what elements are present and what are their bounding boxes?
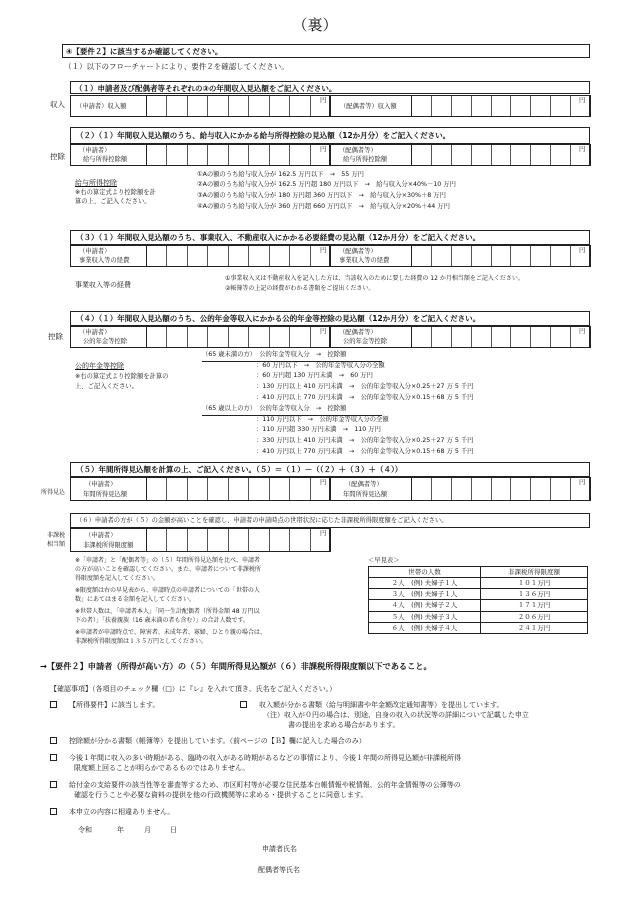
table-row	[369, 589, 588, 600]
s2-title: （２）（１）年間収入見込額のうち、給与収入にかかる給与所得控除の見込額（12か月分）をご記入ください。	[76, 131, 451, 140]
lookup-table-header-row	[369, 567, 588, 578]
s6-note-6: ※世帯人数は、「申請者本人」「同一生計配偶者（所得金額 48 万円以	[75, 608, 260, 615]
table-row	[369, 622, 588, 633]
s2-applicant-l2: 給与所得控除額	[83, 156, 128, 163]
s2-formula-3: ③Aの額のうち給与収入分が 180 万円超 360 万円以下 → 給与収入分×30%＋8 万円	[197, 192, 446, 199]
s4-over65-head: （65 歳以上の方） 公的年金等収入分 → 控除額	[202, 405, 347, 412]
confirm-header: 【確認事項】（各項目のチェック欄（□）に『レ』を入れて頂き、氏名をご記入ください。）	[50, 685, 337, 693]
sign-day: 日	[170, 826, 177, 834]
s4-over65-3: ：330 万円以上 410 万円未満 → 公的年金等収入分×0.25＋27 万 5 千円	[256, 437, 474, 444]
s5-row-label: 所得見込	[41, 489, 66, 496]
s4-under65-head: （65 歳未満の方） 公的年金等収入分 → 控除額	[202, 351, 347, 358]
s5-spouse-field[interactable]	[330, 477, 590, 501]
s2-applicant-unit: 円	[320, 146, 327, 153]
s6-note-7: 下の者）」「扶養親族（16 歳未満の者も含む）」の合計人数です。	[75, 617, 250, 624]
s3-side-label: 事業収入等の経費	[75, 281, 131, 289]
s1-spouse-field[interactable]	[330, 95, 590, 117]
s3-spouse-field[interactable]	[330, 245, 590, 267]
s2-formula-1: ①Aの額のうち給与収入分が 162.5 万円以下 → 55 万円	[197, 171, 364, 178]
applicant-name-field[interactable]	[310, 840, 570, 854]
s3-applicant-field[interactable]	[70, 245, 330, 267]
lookup-limit: ２０６万円	[481, 611, 588, 622]
lookup-household: ６人 (例) 夫婦子４人	[369, 622, 481, 633]
s2-formula-4: ④Aの額のうち給与収入分が 360 万円超 660 万円以下 → 給与収入分×20%＋44 万円	[197, 203, 450, 210]
s5-spouse-unit: 円	[579, 479, 586, 486]
spouse-name-label: 配偶者等氏名	[258, 866, 300, 874]
s2-applicant-l1: （申請者）	[79, 147, 111, 154]
requirement2-conclusion: →【要件２】申請者（所得が高い方）の（５）年間所得見込額が（６）非課税所得限度額以下であること。	[40, 661, 432, 671]
confirm-item-5	[50, 781, 461, 790]
s4-over65-1: ：110 万円以下 → 公的年金等収入分の全額	[256, 416, 389, 423]
confirm-2-text: 収入額が分かる書類（給与明細書や年金額改定通知書等）を提出しています。	[259, 701, 504, 709]
s1-title-box	[70, 81, 590, 94]
s4-title: （４）（１）年間収入見込額のうち、公的年金等収入にかかる公的年金等控除の見込額（12か月分）をご記入ください。	[76, 314, 481, 323]
lookup-limit: ２４１万円	[481, 622, 588, 633]
s5-applicant-unit: 円	[320, 479, 327, 486]
s6-title-box	[70, 513, 590, 528]
confirm-4-text-l1: 今後１年間に収入の多い時期がある、臨時の収入がある時期があるなどの事情により、今後１年間の所得見込額が非課税所得	[69, 754, 461, 762]
s3-applicant-l2: 事業収入等の経費	[79, 257, 130, 264]
table-row	[369, 578, 588, 589]
s6-row-label-l2: 相当額	[47, 541, 66, 548]
s6-applicant-l2: 非課税所得限度額	[83, 542, 134, 549]
s4-under65-3: ：130 万円以上 410 万円未満 → 公的年金等収入分×0.25＋27 万 5 千円	[256, 383, 474, 390]
s6-note-4: ※限度額は右の早見表から、申請時点の申請者についての「世帯の人	[75, 587, 260, 594]
s4-spouse-l1: （配偶者等）	[339, 329, 377, 336]
s2-spouse-l2: 給与所得控除額	[343, 156, 388, 163]
confirm-item-1	[50, 701, 159, 710]
sign-era: 令和	[78, 826, 92, 834]
s2-note-title: 給与所得控除	[75, 179, 117, 187]
confirm-5-text-l2: 確認を行うことや必要な資料の提供を他の行政機関等に求める・提供することに同意します。	[74, 791, 368, 799]
s4-applicant-l2: 公的年金等控除	[83, 338, 128, 345]
s4-under65-4: ：410 万円以上 770 万円未満 → 公的年金等収入分×0.15＋68 万 5 千円	[256, 394, 474, 401]
s6-note-2: の方が高いことを確認してください。また、申請者について非課税所	[75, 566, 261, 573]
s6-note-3: 得限度額を記入してください。	[75, 575, 160, 582]
confirm-4-checkbox[interactable]	[50, 754, 57, 761]
s6-note-8: ※申請者が申請時点で、障害者、未成年者、寡婦、ひとり親の場合は、	[75, 629, 266, 636]
s4-title-box	[70, 311, 590, 326]
lookup-limit: １０１万円	[481, 578, 588, 589]
confirm-5-text-l1: 給付金の支給要件の該当性等を審査等するため、市区町村等が必要な住民基本台帳情報や税情報、公的年金情報等の公簿等の	[69, 781, 461, 789]
s3-spouse-l1: （配偶者等）	[339, 248, 377, 255]
s2-note-l2: 算の上、ご記入ください。	[75, 198, 151, 205]
applicant-name-label: 申請者氏名	[262, 845, 297, 853]
lookup-household: ５人 (例) 夫婦子３人	[369, 611, 481, 622]
requirement2-header-box	[62, 44, 590, 58]
s3-note-2: ②帳簿等の上記の経費がわかる書類をご提出ください。	[225, 285, 375, 292]
lookup-table-caption: ＜早見表＞	[368, 557, 400, 564]
s5-spouse-l2: 年間所得見込額	[343, 491, 388, 498]
confirm-item-3	[50, 737, 366, 746]
s4-over65-4: ：410 万円以上 770 万円未満 → 公的年金等収入分×0.15＋68 万 5 千円	[256, 448, 474, 455]
s6-note-5: 数」にあてはまる金額を記入してください。	[75, 596, 196, 603]
s5-title-box	[70, 462, 590, 477]
s4-applicant-field[interactable]	[70, 326, 330, 348]
s4-under65-2: ：60 万円超 130 万円未満 → 60 万円	[256, 372, 373, 379]
confirm-2-checkbox[interactable]	[240, 701, 247, 708]
s5-applicant-l2: 年間所得見込額	[83, 491, 128, 498]
confirm-6-text: 本申立の内容に相違ありません。	[69, 808, 175, 816]
s1-applicant-field[interactable]	[70, 95, 330, 117]
s1-row-label: 収入	[50, 100, 65, 109]
s3-title: （３）（１）年間収入見込額のうち、事業収入、不動産収入にかかる必要経費の見込額（12か月分）をご記入ください。	[76, 233, 481, 242]
s6-note-9: 非課税所得限度額は１３５万円としてください。	[75, 638, 208, 645]
s2-spouse-field[interactable]	[330, 144, 590, 166]
s4-row-label: 控除	[48, 332, 63, 341]
s3-note-1: ①事業収入又は不動産収入を記入した方は、当該収入のために要した経費の 12 か月相当額をご記入ください。	[225, 275, 524, 282]
confirm-3-checkbox[interactable]	[50, 737, 57, 744]
sign-year: 年	[117, 826, 124, 834]
s2-row-label: 控除	[50, 152, 65, 161]
s6-applicant-l1: （申請者）	[85, 532, 117, 539]
s1-title: （１）申請者及び配偶者等それぞれの③の年間収入見込額をご記入ください。	[75, 84, 337, 93]
lookup-limit: １７１万円	[481, 600, 588, 611]
s5-title: （５）年間所得見込額を計算の上、ご記入ください。（５）＝（１）－（（２）＋（３）＋（４））	[76, 465, 403, 474]
s6-note-1: ※「申請者」と「配偶者等」の（５）年間所得見込額を比べ、申請者	[75, 557, 261, 564]
confirm-2-note-l1: （注）収入が０円の場合は、別途、自身の収入の状況等の詳細について記載した申立	[263, 711, 529, 719]
s4-note-title: 公的年金等控除	[75, 362, 124, 370]
s1-applicant-label: （申請者）収入額	[76, 103, 127, 110]
s6-applicant-field[interactable]	[70, 528, 330, 552]
table-row	[369, 600, 588, 611]
s4-applicant-unit: 円	[320, 328, 327, 335]
s2-spouse-unit: 円	[579, 146, 586, 153]
s4-under65-1: ：60 万円以下 → 公的年金等収入分の全額	[256, 362, 385, 369]
s4-note-l2: 上、ご記入ください。	[75, 383, 138, 390]
confirm-item-2	[240, 701, 503, 710]
confirm-3-text: 控除額が分かる書類（帳簿等）を提出しています。（前ページの【Ｂ】欄に記入した場合のみ）	[69, 737, 366, 745]
s2-spouse-l1: （配偶者等）	[339, 147, 377, 154]
spouse-name-field[interactable]	[310, 861, 570, 875]
confirm-1-checkbox[interactable]	[50, 701, 57, 708]
lookup-header-limit: 非課税所得限度額	[481, 567, 588, 578]
s6-applicant-unit: 円	[320, 530, 327, 537]
s6-title: （６）申請者の方が（５）の金額が高いことを確認し、申請者の申請時点の世帯状況に応じた非課税所得限度額をご記入ください。	[76, 517, 448, 524]
confirm-6-checkbox[interactable]	[50, 808, 57, 815]
s3-spouse-unit: 円	[579, 247, 586, 254]
s4-spouse-field[interactable]	[330, 326, 590, 348]
lookup-limit: １３６万円	[481, 589, 588, 600]
lookup-table	[368, 566, 588, 634]
s5-applicant-field[interactable]	[70, 477, 330, 501]
s3-applicant-l1: （申請者）	[79, 248, 111, 255]
s4-spouse-unit: 円	[579, 328, 586, 335]
s2-note-l1: ※右の算定式より控除額を計	[75, 189, 156, 196]
s3-title-box	[70, 230, 590, 245]
lookup-household: ３人 (例) 夫婦子１人	[369, 589, 481, 600]
sign-month: 月	[144, 826, 151, 834]
confirm-item-6	[50, 808, 174, 817]
confirm-1-text: 【所得要件】に該当します。	[69, 701, 160, 709]
s2-title-box	[70, 127, 590, 144]
s6-row-label-l1: 非課税	[47, 532, 66, 539]
s1-spouse-label: （配偶者等）収入額	[340, 103, 397, 110]
s1-spouse-unit: 円	[579, 97, 586, 104]
lookup-household: ４人 (例) 夫婦子２人	[369, 600, 481, 611]
confirm-item-4	[50, 754, 461, 763]
confirm-2-note-l2: 書の提出を求める場合があります。	[288, 721, 400, 729]
s2-formula-2: ②Aの額のうち給与収入分が 162.5 万円超 180 万円以下 → 給与収入分×40%－10 万円	[197, 181, 456, 188]
flowchart-instruction: （１）以下のフローチャートにより、要件２を確認してください。	[64, 62, 289, 71]
s4-note-l1: ※右の算定式より控除額を計算の	[75, 373, 169, 380]
lookup-household: ２人 (例) 夫婦子１人	[369, 578, 481, 589]
table-row	[369, 611, 588, 622]
s5-spouse-l1: （配偶者等）	[345, 481, 383, 488]
s1-applicant-unit: 円	[320, 97, 327, 104]
s4-applicant-l1: （申請者）	[79, 329, 111, 336]
s4-over65-2: ：110 万円超 330 万円未満 → 110 万円	[256, 426, 381, 433]
s2-applicant-field[interactable]	[70, 144, 330, 166]
page-title: （裏）	[292, 16, 338, 34]
s3-applicant-unit: 円	[320, 247, 327, 254]
requirement2-header: ④【要件２】に該当するか確認してください。	[66, 47, 223, 56]
s5-applicant-l1: （申請者）	[85, 481, 117, 488]
s4-spouse-l2: 公的年金等控除	[343, 338, 388, 345]
confirm-4-text-l2: 限度額上回ることが明らかであるものではありません。	[74, 764, 250, 772]
s3-spouse-l2: 事業収入等の経費	[339, 257, 390, 264]
lookup-header-household: 世帯の人数	[369, 567, 481, 578]
confirm-5-checkbox[interactable]	[50, 781, 57, 788]
